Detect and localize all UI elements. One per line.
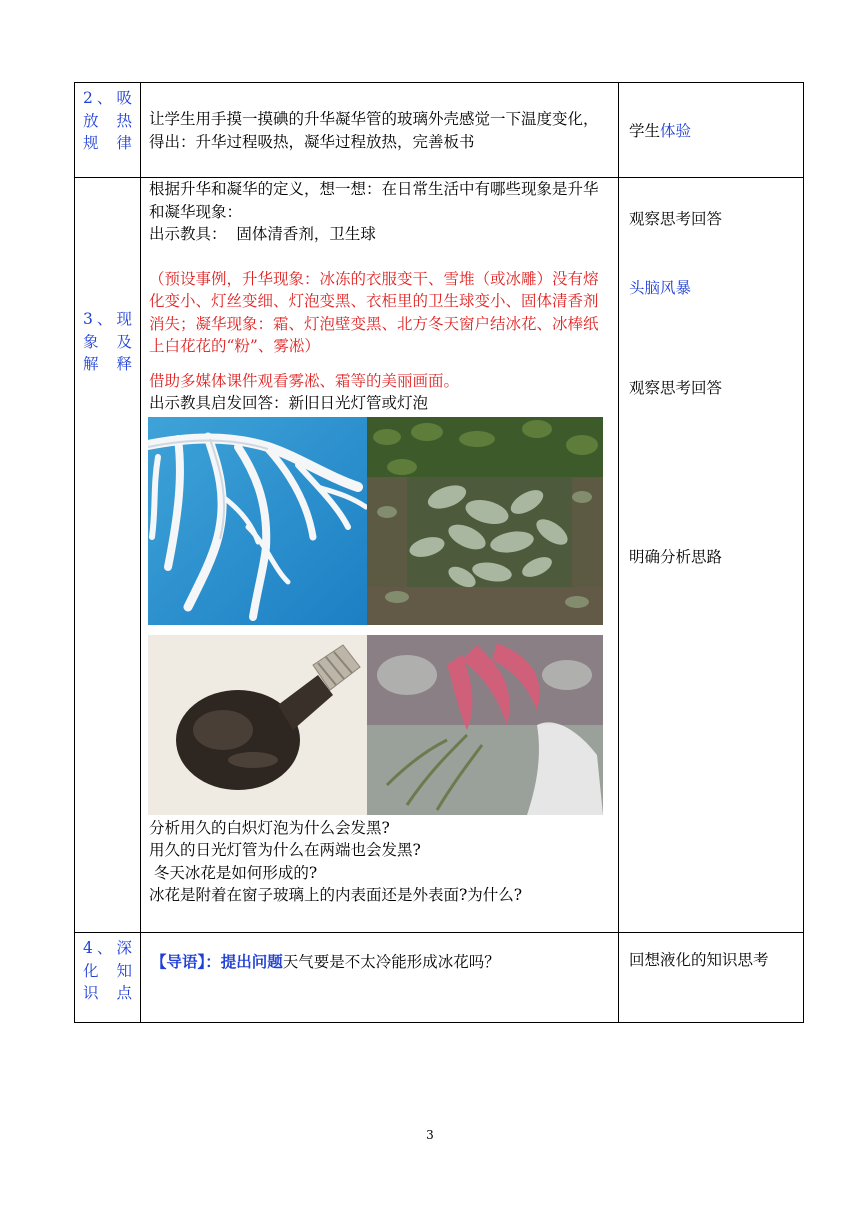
table-row [75, 83, 804, 178]
page-number: 3 [426, 1128, 434, 1142]
activity-item: 回想液化的知识思考 [629, 951, 769, 969]
content-text: 让学生用手摸一摸碘的升华凝华管的玻璃外壳感觉一下温度变化，得出：升华过程吸热，凝华过程放热，完善板书 [149, 110, 599, 151]
lesson-table [74, 82, 804, 1023]
blackened-bulb-photo [148, 635, 367, 815]
activity-item: 头脑风暴 [629, 278, 692, 297]
examples-text: （预设事例，升华现象：冰冻的衣服变干、雪堆（或冰雕）没有熔化变小、灯丝变细、灯泡变黑、衣柜里的卫生球变小、固体清香剂消失；凝华现象：霜、灯泡壁变黑、北方冬天窗户结冰花、冰棒纸上白花花的“粉”、雾凇） [149, 269, 599, 355]
activity-item: 明确分析思路 [629, 547, 723, 566]
content-cell [141, 933, 619, 1023]
activity-cell [619, 83, 804, 178]
hint-text: 出示教具启发回答：新旧日光灯管或灯泡 [149, 394, 429, 412]
tools-text: 出示教具： 固体清香剂，卫生球 [149, 225, 376, 243]
lead-label: 【导语】 [151, 952, 206, 971]
window-ice-flower-photo [367, 635, 603, 815]
question-2: 用久的日光灯管为什么在两端也会发黑? [149, 841, 421, 859]
activity-prefix: 学生 [629, 122, 661, 140]
lead-strong: 提出问题 [220, 952, 283, 971]
table-row [75, 933, 804, 1023]
lead-colon: ： [205, 952, 221, 971]
step-cell: 2、吸放热规律 [75, 83, 141, 178]
activity-cell [619, 178, 804, 933]
table-row [75, 178, 804, 933]
activity-item: 观察思考回答 [629, 210, 723, 228]
lead-text: 天气要是不太冷能形成冰花吗？ [282, 953, 500, 971]
content-cell [141, 83, 619, 178]
media-text: 借助多媒体课件观看雾凇、霜等的美丽画面。 [149, 371, 460, 390]
content-cell [141, 178, 619, 933]
activity-highlight: 体验 [660, 122, 692, 140]
question-4: 冰花是附着在窗子玻璃上的内表面还是外表面?为什么? [149, 886, 523, 904]
step-cell: 4、深化知识点 [75, 933, 141, 1023]
photo-row-1 [148, 417, 612, 625]
frost-plants-photo [367, 417, 603, 625]
intro-text: 根据升华和凝华的定义，想一想：在日常生活中有哪些现象是升华和凝华现象： [149, 180, 599, 221]
activity-item: 观察思考回答 [629, 379, 723, 397]
photo-row-2 [148, 635, 612, 815]
rime-ice-photo [148, 417, 367, 625]
question-3: 冬天冰花是如何形成的? [149, 863, 318, 882]
activity-cell [619, 933, 804, 1023]
step-cell: 3、现象及解释 [75, 178, 141, 933]
question-1: 分析用久的白炽灯泡为什么会发黑? [149, 818, 390, 837]
